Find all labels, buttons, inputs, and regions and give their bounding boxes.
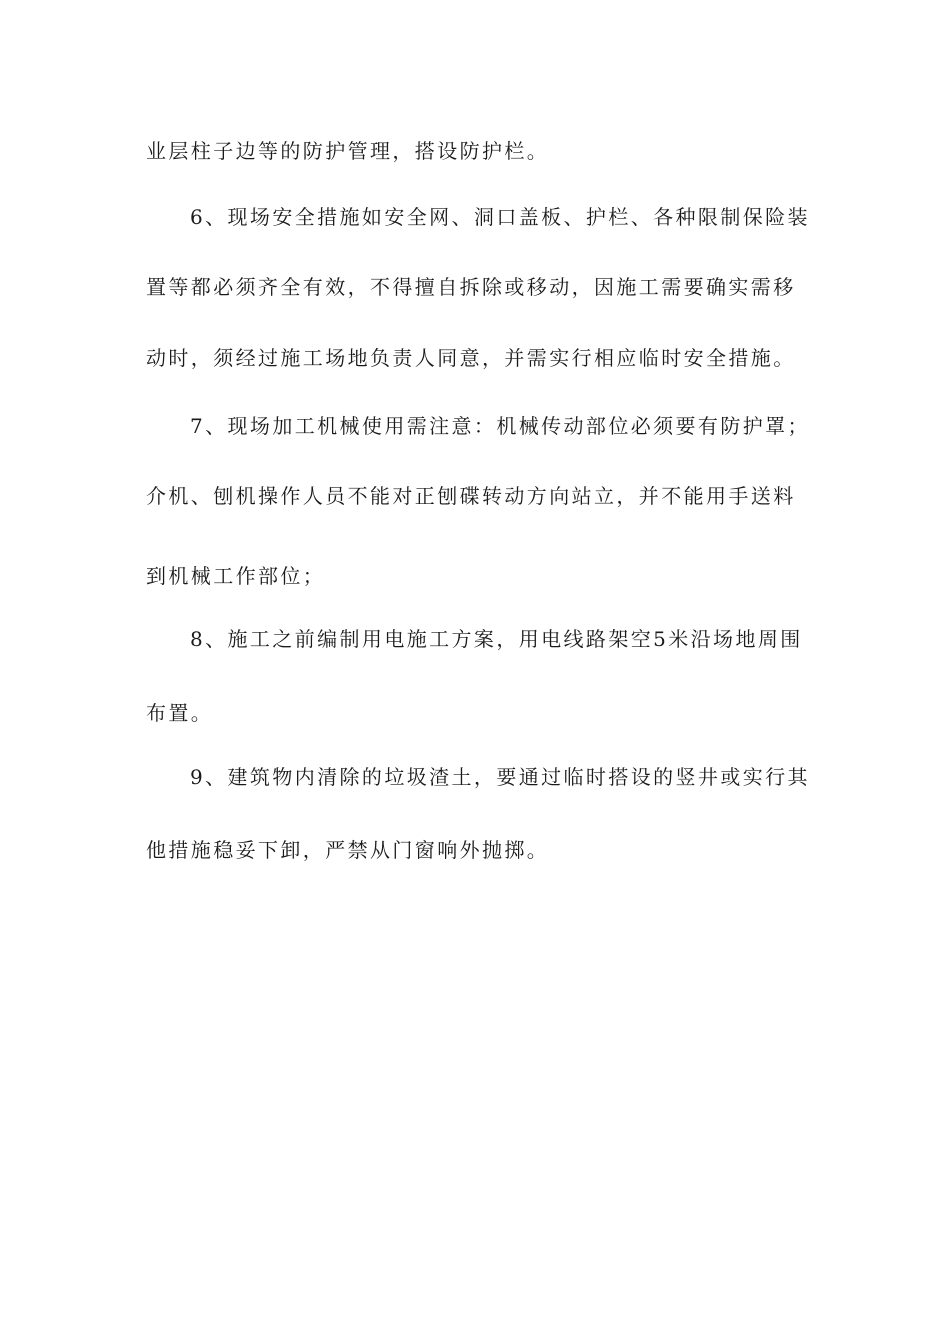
paragraph-6-start: 6、现场安全措施如安全网、洞口盖板、护栏、各种限制保险装 <box>190 205 810 229</box>
paragraph-7-start: 7、现场加工机械使用需注意：机械传动部位必须要有防护罩； <box>190 414 810 438</box>
text-line: 动时，须经过施工场地负责人同意，并需实行相应临时安全措施。 <box>146 346 796 370</box>
text-line: 到机械工作部位； <box>146 564 326 588</box>
text-line: 布置。 <box>146 701 214 725</box>
text-line: 置等都必须齐全有效，不得擅自拆除或移动，因施工需要确实需移 <box>146 275 796 299</box>
text-line: 他措施稳妥下卸，严禁从门窗响外抛掷。 <box>146 838 550 862</box>
paragraph-8-start: 8、施工之前编制用电施工方案，用电线路架空5米沿场地周围 <box>190 627 803 651</box>
paragraph-9-start: 9、建筑物内清除的垃圾渣土，要通过临时搭设的竖井或实行其 <box>190 765 810 789</box>
text-line: 业层柱子边等的防护管理，搭设防护栏。 <box>146 139 550 163</box>
text-line: 介机、刨机操作人员不能对正刨碟转动方向站立，并不能用手送料 <box>146 484 796 508</box>
